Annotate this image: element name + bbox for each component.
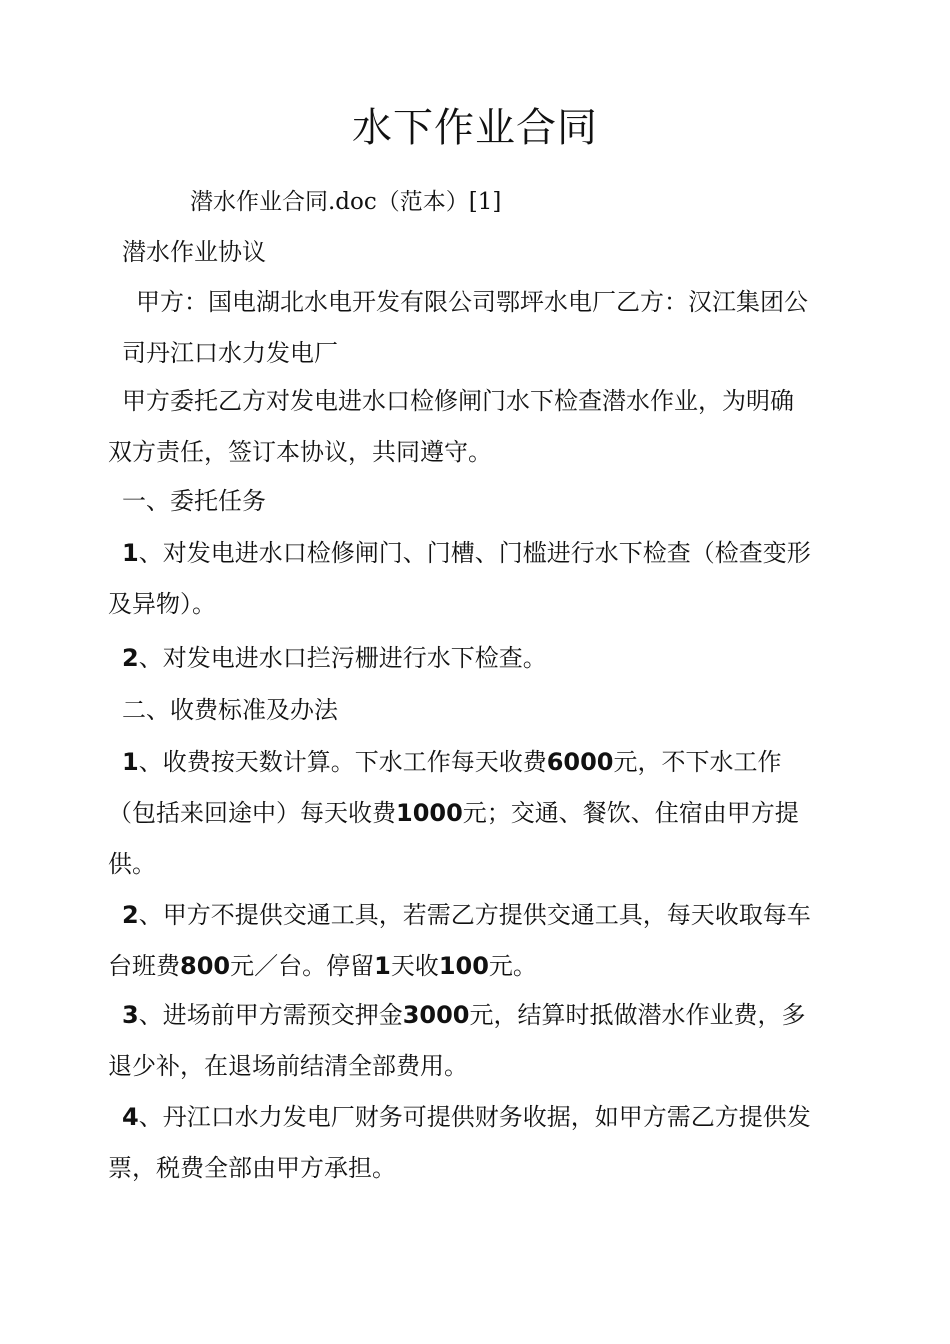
section2-item-1-line-1 (108, 737, 853, 788)
agreement-heading-text: 潜水作业协议 (122, 238, 266, 266)
section2-item-3-line-2: 退少补，在退场前结清全部费用。 (108, 1052, 468, 1080)
item-text: 、对发电进水口检修闸门、门槽、门槛进行水下检查（检查变形 (138, 539, 811, 567)
amount: 100 (438, 952, 489, 980)
section2-item-1-line-3: 供。 (108, 850, 156, 878)
item-text: 、进场前甲方需预交押金 (138, 1001, 403, 1029)
intro-line-2: 双方责任，签订本协议，共同遵守。 (108, 438, 492, 466)
section2-item-4-line-2: 票，税费全部由甲方承担。 (108, 1154, 396, 1182)
document-title: 水下作业合同 (352, 105, 598, 151)
item-number: 2 (122, 901, 139, 929)
item-text: 、甲方不提供交通工具，若需乙方提供交通工具，每天收取每车 (138, 901, 811, 929)
item-text: 天收 (390, 952, 439, 980)
item-number: 1 (122, 539, 139, 567)
section2-heading-text: 二、收费标准及办法 (122, 696, 338, 724)
item-text: 元／台。停留 (230, 952, 375, 980)
parties-line-2: 司丹江口水力发电厂 (122, 339, 338, 367)
section2-item-2-line-2 (108, 941, 853, 992)
parties-line-1: 甲方：国电湖北水电开发有限公司鄂坪水电厂乙方：汉江集团公 (136, 288, 808, 316)
amount: 1 (374, 952, 391, 980)
intro-paragraph (108, 376, 853, 478)
item-text: 、收费按天数计算。下水工作每天收费 (138, 748, 547, 776)
amount: 3000 (402, 1001, 470, 1029)
section2-item-4-line-1 (108, 1092, 853, 1143)
item-text: 元，结算时抵做潜水作业费，多 (469, 1001, 806, 1029)
item-text: 、对发电进水口拦污栅进行水下检查。 (138, 644, 547, 672)
document-subtitle: 潜水作业合同.doc（范本）[1] (190, 189, 502, 215)
section1-item-1 (108, 528, 853, 630)
item-text: 台班费 (108, 952, 180, 980)
section1-item-2 (108, 633, 853, 684)
item-number: 2 (122, 644, 139, 672)
section2-item-4 (108, 1092, 853, 1194)
item-number: 1 (122, 748, 139, 776)
item-text: （包括来回途中）每天收费 (108, 799, 396, 827)
item-text: 、丹江口水力发电厂财务可提供财务收据，如甲方需乙方提供发 (138, 1103, 811, 1131)
item-number: 4 (122, 1103, 139, 1131)
amount: 800 (180, 952, 231, 980)
section1-heading (108, 476, 853, 527)
item-text: 元。 (488, 952, 537, 980)
section2-item-3 (108, 990, 853, 1092)
section1-heading-text: 一、委托任务 (122, 487, 266, 515)
parties-paragraph (108, 277, 853, 379)
section2-item-2-line-1 (108, 890, 853, 941)
agreement-heading (108, 227, 853, 278)
item-text: 元，不下水工作 (613, 748, 782, 776)
section2-item-2 (108, 890, 853, 992)
section2-item-1 (108, 737, 853, 890)
section2-item-1-line-2 (108, 788, 853, 839)
item-text: 元；交通、餐饮、住宿由甲方提 (462, 799, 799, 827)
section2-heading (108, 685, 853, 736)
section2-item-3-line-1 (108, 990, 853, 1041)
amount: 1000 (396, 799, 463, 827)
section1-item-1-line-2: 及异物）。 (108, 590, 216, 618)
item-number: 3 (122, 1001, 139, 1029)
intro-line-1: 甲方委托乙方对发电进水口检修闸门水下检查潜水作业，为明确 (122, 387, 794, 415)
section1-item-1-line-1 (108, 528, 853, 579)
amount: 6000 (546, 748, 614, 776)
section1-item-2-line-1 (108, 633, 853, 684)
